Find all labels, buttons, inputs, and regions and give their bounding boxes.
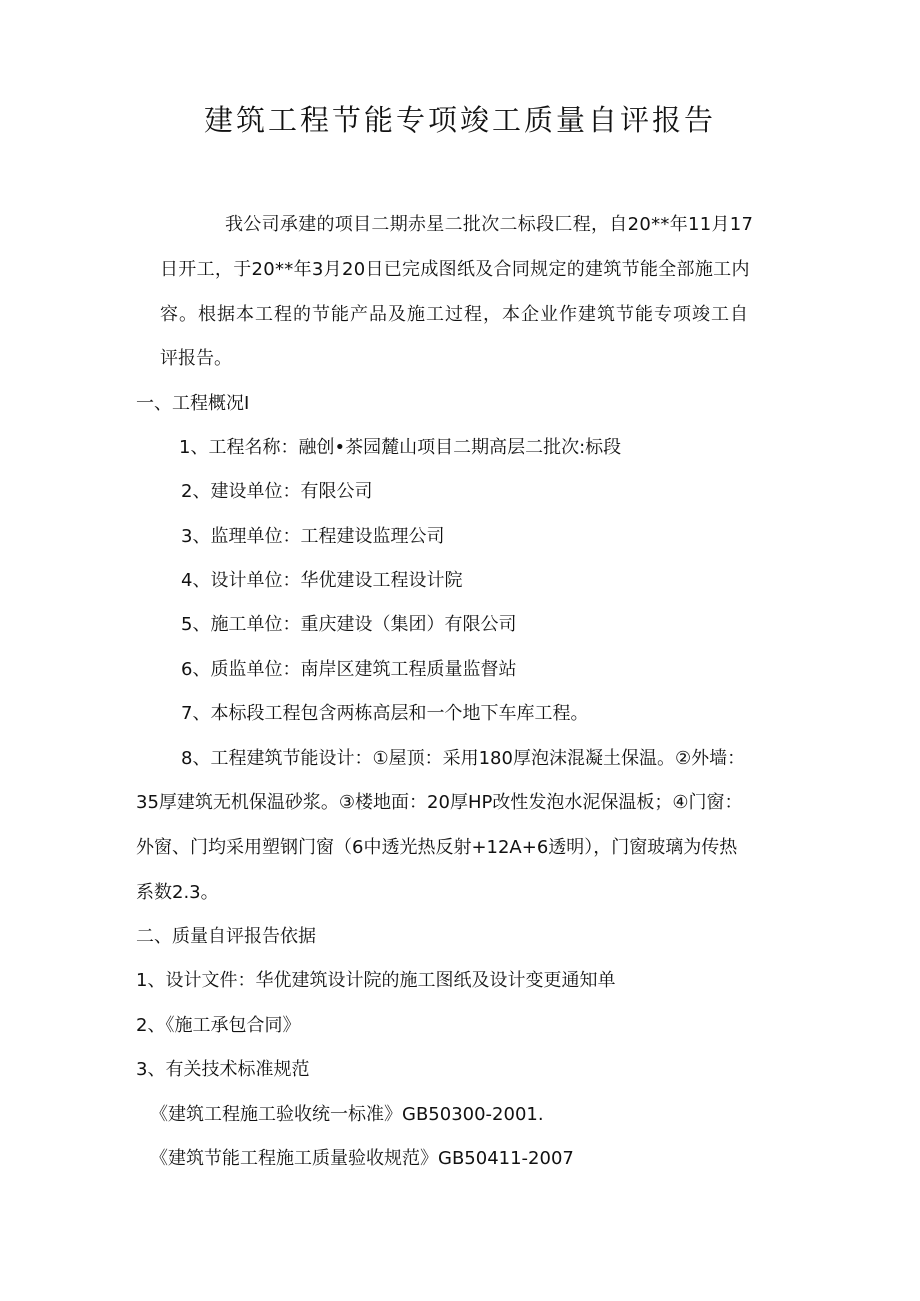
intro-line-4: 评报告。 <box>160 348 232 369</box>
section-1-item-8-line-2: 35厚建筑无机保温砂浆。③楼地面：20厚HP改性发泡水泥保温板；④门窗： <box>136 792 743 813</box>
document-title: 建筑工程节能专项竣工质量自评报告 <box>203 103 716 137</box>
section-1-heading: 一、工程概况I <box>136 393 250 414</box>
intro-line-2: 日开工，于20**年3月20日已完成图纸及合同规定的建筑节能全部施工内 <box>160 259 750 280</box>
section-2-item-3: 3、有关技术标准规范 <box>136 1059 310 1080</box>
section-2-item-1: 1、设计文件：华优建筑设计院的施工图纸及设计变更通知单 <box>136 970 616 991</box>
standard-gb50300: 《建筑工程施工验收统一标准》GB50300-2001. <box>150 1104 544 1125</box>
section-1-item-8-line-4: 系数2.3。 <box>136 882 219 903</box>
section-1-item-2: 2、建设单位：有限公司 <box>181 481 373 502</box>
section-1-item-1: 1、工程名称：融创•茶园麓山项目二期高层二批次:标段 <box>179 437 622 458</box>
section-1-item-7: 7、本标段工程包含两栋高层和一个地下车库工程。 <box>181 703 589 724</box>
section-1-item-6: 6、质监单位：南岸区建筑工程质量监督站 <box>181 659 517 680</box>
intro-line-3: 容。根据本工程的节能产品及施工过程，本企业作建筑节能专项竣工自 <box>160 304 749 325</box>
section-1-item-8-line-1: 8、工程建筑节能设计：①屋顶：采用180厚泡沫混凝土保温。②外墙： <box>181 748 746 769</box>
intro-line-1: 我公司承建的项目二期赤星二批次二标段匚程，自20**年11月17 <box>225 214 754 235</box>
section-1-item-3: 3、监理单位：工程建设监理公司 <box>181 526 445 547</box>
section-1-item-8-line-3: 外窗、门均采用塑钢门窗（6中透光热反射+12A+6透明），门窗玻璃为传热 <box>136 837 738 858</box>
section-1-item-5: 5、施工单位：重庆建设（集团）有限公司 <box>181 614 517 635</box>
section-1-item-4: 4、设计单位：华优建设工程设计院 <box>181 570 463 591</box>
section-2-item-2: 2、《施工承包合同》 <box>136 1015 301 1036</box>
standard-gb50411: 《建筑节能工程施工质量验收规范》GB50411-2007 <box>150 1148 574 1169</box>
section-2-heading: 二、质量自评报告依据 <box>136 926 316 947</box>
